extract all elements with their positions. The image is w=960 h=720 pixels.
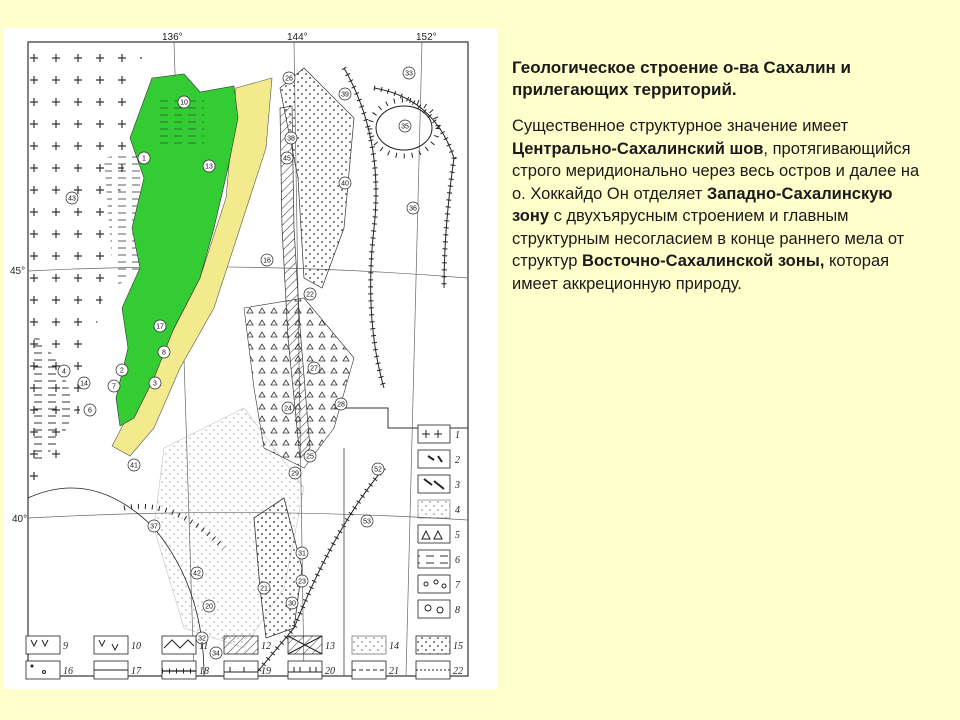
svg-text:21: 21 — [260, 585, 268, 593]
region-label — [128, 459, 140, 471]
region-label — [285, 132, 297, 144]
term-central-sakhalin-suture: Центрально-Сахалинский шов — [512, 139, 764, 158]
svg-text:10: 10 — [180, 99, 188, 107]
region-label — [154, 320, 166, 332]
boundary-east — [374, 88, 454, 288]
lat-label-40: 40° — [12, 514, 28, 525]
geologic-map — [4, 28, 497, 689]
svg-text:53: 53 — [363, 518, 371, 526]
legend-label: 21 — [389, 666, 399, 677]
svg-text:24: 24 — [284, 405, 292, 413]
boundary-east-teeth — [374, 88, 454, 288]
region-label — [78, 377, 90, 389]
svg-text:41: 41 — [130, 462, 138, 470]
svg-text:13: 13 — [205, 163, 213, 171]
legend-label: 6 — [455, 555, 460, 566]
paragraph-text: , протягивающийся строго меридионально через весь остров и далее на о. Хоккайдо Он отделяет — [512, 139, 920, 203]
legend-label: 4 — [455, 505, 460, 516]
svg-text:4: 4 — [62, 368, 66, 376]
region-label — [407, 202, 419, 214]
region-label — [66, 192, 78, 204]
svg-text:42: 42 — [193, 570, 201, 578]
slide-paragraph — [512, 115, 922, 295]
region-label — [158, 346, 170, 358]
region-label — [138, 152, 150, 164]
svg-text:38: 38 — [287, 135, 295, 143]
legend-label: 16 — [63, 666, 73, 677]
region-label — [339, 88, 351, 100]
legend-bottom-row1 — [26, 636, 463, 654]
region-label — [308, 362, 320, 374]
region-label — [148, 520, 160, 532]
region-label — [108, 380, 120, 392]
svg-text:26: 26 — [285, 75, 293, 83]
region-label — [203, 600, 215, 612]
region-label — [304, 450, 316, 462]
legend-label: 18 — [199, 666, 209, 677]
legend-label: 20 — [325, 666, 335, 677]
legend-swatch — [418, 550, 450, 568]
region-label — [84, 404, 96, 416]
paragraph-text: Существенное структурное значение имеет — [512, 117, 849, 135]
svg-text:23: 23 — [298, 578, 306, 586]
svg-text:29: 29 — [291, 470, 299, 478]
legend-swatch — [418, 500, 450, 518]
region-label — [58, 365, 70, 377]
legend-swatch — [418, 600, 450, 618]
slide-heading: Геологическое строение о-ва Сахалин и прилегающих территорий. — [512, 58, 851, 99]
geologic-map-figure — [4, 28, 497, 689]
legend-label: 1 — [455, 430, 460, 441]
svg-text:2: 2 — [120, 367, 124, 375]
region-label — [191, 567, 203, 579]
svg-text:43: 43 — [68, 195, 76, 203]
region-label — [304, 288, 316, 300]
region-label — [261, 254, 273, 266]
svg-text:39: 39 — [341, 91, 349, 99]
legend-label: 2 — [455, 455, 460, 466]
svg-text:8: 8 — [162, 349, 166, 357]
svg-text:31: 31 — [298, 550, 306, 558]
region-label — [361, 515, 373, 527]
legend-label: 10 — [131, 641, 141, 652]
svg-text:45: 45 — [283, 155, 291, 163]
region-label — [149, 377, 161, 389]
region-label — [282, 402, 294, 414]
legend-swatch — [418, 525, 450, 543]
svg-text:37: 37 — [150, 523, 158, 531]
svg-text:40: 40 — [341, 180, 349, 188]
term-west-sakhalin-zone: Западно-Сахалинскую зону — [512, 184, 893, 225]
svg-text:6: 6 — [88, 407, 92, 415]
svg-text:27: 27 — [310, 365, 318, 373]
legend-label: 12 — [261, 641, 271, 652]
legend-right — [418, 425, 461, 618]
svg-text:52: 52 — [374, 466, 382, 474]
paragraph-text: с двухъярусным строением и главным структурным несогласием в конце раннего мела от структур — [512, 207, 905, 270]
region-label — [335, 398, 347, 410]
svg-text:34: 34 — [212, 650, 220, 658]
term-east-sakhalin-zone: Восточно-Сахалинской зоны, — [582, 252, 825, 270]
svg-text:33: 33 — [405, 70, 413, 78]
region-label — [403, 67, 415, 79]
region-label — [283, 72, 295, 84]
lat-label-45: 45° — [10, 266, 26, 277]
region-label — [372, 463, 384, 475]
region-label — [289, 467, 301, 479]
legend-label: 11 — [199, 641, 209, 652]
lon-label-144: 144° — [287, 32, 308, 43]
region-label — [258, 582, 270, 594]
legend-label: 5 — [455, 530, 460, 541]
svg-text:17: 17 — [156, 323, 164, 331]
legend-label: 13 — [325, 641, 335, 652]
svg-text:30: 30 — [288, 600, 296, 608]
svg-text:35: 35 — [401, 123, 409, 131]
legend-label: 15 — [453, 641, 463, 652]
svg-text:16: 16 — [263, 257, 271, 265]
region-label — [116, 364, 128, 376]
svg-text:22: 22 — [306, 291, 314, 299]
region-label — [286, 597, 298, 609]
paragraph-text: которая имеет аккреционную природу. — [512, 252, 890, 293]
svg-text:1: 1 — [142, 155, 146, 163]
svg-text:7: 7 — [112, 383, 116, 391]
legend-label: 14 — [389, 641, 399, 652]
legend-label: 7 — [455, 580, 460, 591]
lon-label-136: 136° — [162, 32, 183, 43]
svg-text:20: 20 — [205, 603, 213, 611]
svg-text:25: 25 — [306, 453, 314, 461]
region-label — [281, 152, 293, 164]
region-label — [296, 575, 308, 587]
legend-label: 19 — [261, 666, 271, 677]
legend-label: 9 — [63, 641, 68, 652]
region-label — [203, 160, 215, 172]
legend-swatch — [418, 475, 450, 493]
svg-text:3: 3 — [153, 380, 157, 388]
svg-text:28: 28 — [337, 401, 345, 409]
svg-text:14: 14 — [80, 380, 88, 388]
legend-label: 8 — [455, 605, 460, 616]
slide-text — [512, 57, 922, 295]
region-label — [210, 647, 222, 659]
region-label — [178, 96, 190, 108]
svg-text:32: 32 — [198, 635, 206, 643]
region-label — [339, 177, 351, 189]
region-label — [399, 120, 411, 132]
lon-label-152: 152° — [416, 32, 437, 43]
legend-label: 17 — [131, 666, 141, 677]
legend-label: 3 — [455, 480, 460, 491]
svg-text:36: 36 — [409, 205, 417, 213]
region-label — [296, 547, 308, 559]
legend-label: 22 — [453, 666, 463, 677]
